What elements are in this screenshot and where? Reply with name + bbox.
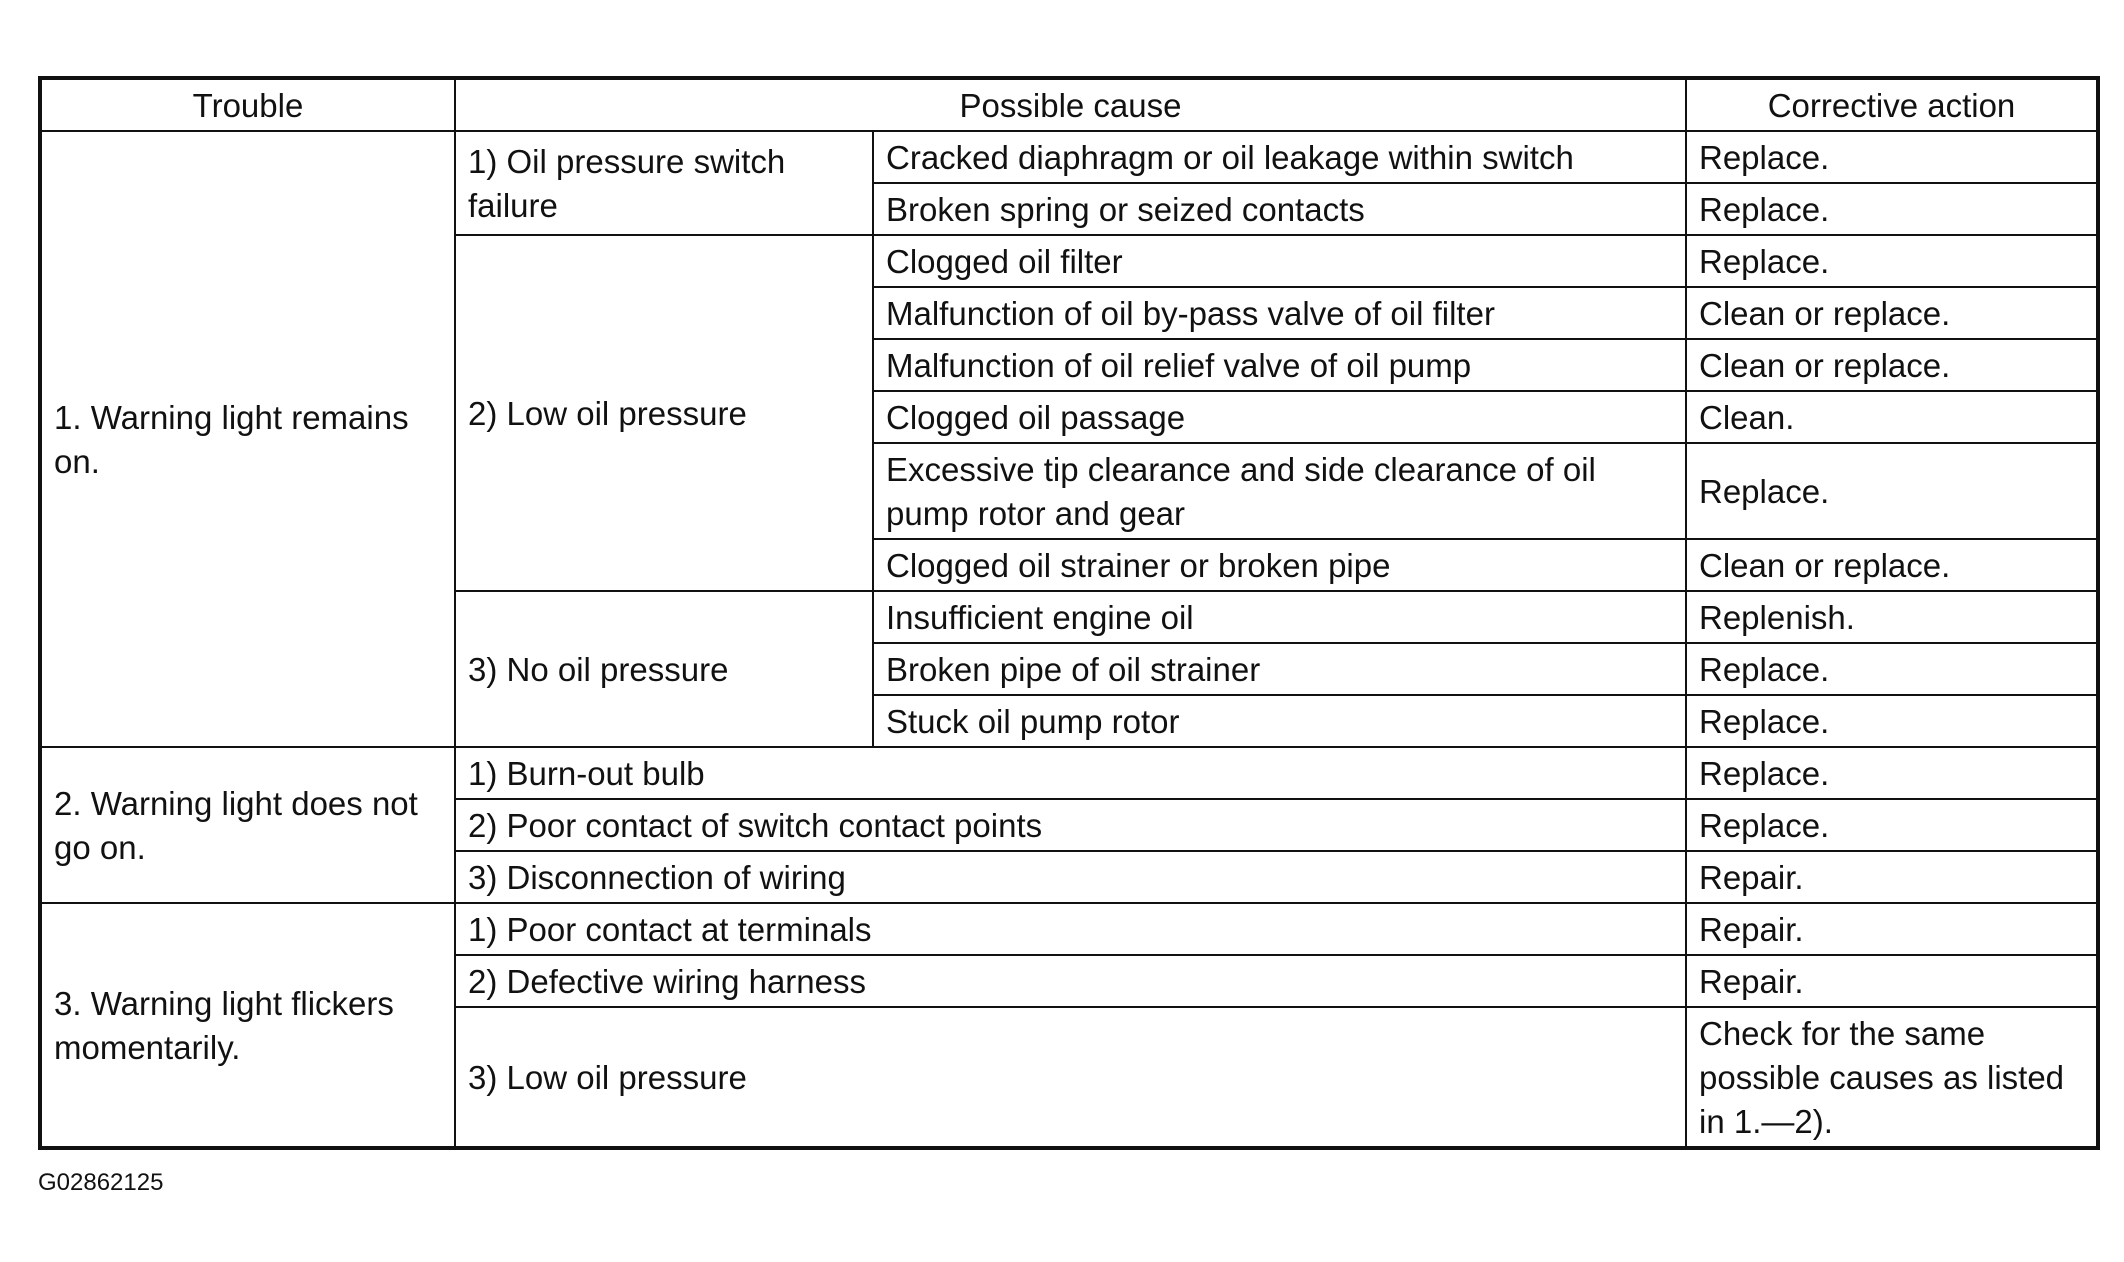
figure-id: G02862125 [38,1169,164,1196]
detail-cell: Insufficient engine oil [873,591,1686,643]
cause-cell: 2) Defective wiring harness [455,955,1686,1007]
cause-cell: 3) No oil pressure [455,591,873,747]
action-cell: Clean or replace. [1686,339,2098,391]
action-cell: Repair. [1686,955,2098,1007]
action-cell: Replace. [1686,443,2098,539]
cause-cell: 3) Disconnection of wiring [455,851,1686,903]
action-cell: Clean or replace. [1686,287,2098,339]
detail-cell: Clogged oil filter [873,235,1686,287]
troubleshooting-table [38,76,2100,1150]
action-cell: Replace. [1686,235,2098,287]
detail-cell: Clogged oil strainer or broken pipe [873,539,1686,591]
detail-cell: Clogged oil passage [873,391,1686,443]
trouble-cell: 2. Warning light does not go on. [40,747,455,903]
detail-cell: Excessive tip clearance and side clearance of oil pump rotor and gear [873,443,1686,539]
cause-cell: 1) Poor contact at terminals [455,903,1686,955]
header-row [40,78,2098,131]
detail-cell: Broken pipe of oil strainer [873,643,1686,695]
cause-cell: 1) Burn-out bulb [455,747,1686,799]
action-cell: Replace. [1686,131,2098,183]
detail-cell: Malfunction of oil by-pass valve of oil filter [873,287,1686,339]
action-cell: Replace. [1686,799,2098,851]
action-cell: Repair. [1686,851,2098,903]
header-possible-cause: Possible cause [455,78,1686,131]
cause-cell: 2) Poor contact of switch contact points [455,799,1686,851]
table-row [40,131,2098,183]
action-cell: Replace. [1686,183,2098,235]
action-cell: Repair. [1686,903,2098,955]
action-cell: Replace. [1686,695,2098,747]
action-cell: Clean or replace. [1686,539,2098,591]
detail-cell: Malfunction of oil relief valve of oil pump [873,339,1686,391]
action-cell: Clean. [1686,391,2098,443]
detail-cell: Cracked diaphragm or oil leakage within switch [873,131,1686,183]
action-cell: Check for the same possible causes as listed in 1.—2). [1686,1007,2098,1148]
cause-cell: 3) Low oil pressure [455,1007,1686,1148]
detail-cell: Stuck oil pump rotor [873,695,1686,747]
header-corrective-action: Corrective action [1686,78,2098,131]
cause-cell: 1) Oil pressure switch failure [455,131,873,235]
trouble-cell: 1. Warning light remains on. [40,131,455,747]
action-cell: Replace. [1686,643,2098,695]
cause-cell: 2) Low oil pressure [455,235,873,591]
action-cell: Replenish. [1686,591,2098,643]
table-row [40,747,2098,799]
trouble-cell: 3. Warning light flickers momentarily. [40,903,455,1148]
action-cell: Replace. [1686,747,2098,799]
header-trouble: Trouble [40,78,455,131]
detail-cell: Broken spring or seized contacts [873,183,1686,235]
table-row [40,903,2098,955]
